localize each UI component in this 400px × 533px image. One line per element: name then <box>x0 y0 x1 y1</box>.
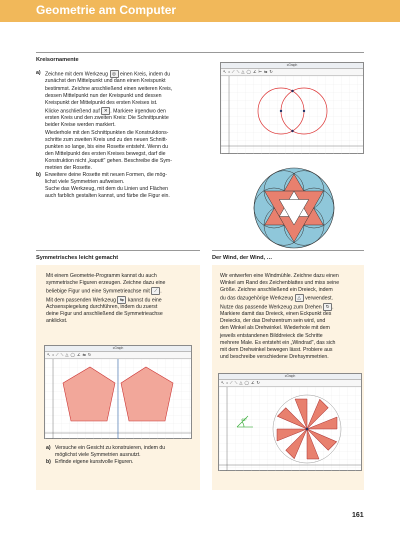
divider <box>36 250 200 251</box>
triangle-icon[interactable]: △ <box>241 69 245 74</box>
text-line: auch farblich gestalten kannst, und färbe die Figur ein. <box>45 193 170 200</box>
line-icon[interactable]: ⟋ <box>55 352 59 357</box>
circle-icon[interactable]: ◯ <box>70 352 75 357</box>
section-heading-wind: Der Wind, der Wind, … <box>212 255 273 261</box>
point-icon[interactable]: • <box>228 69 230 74</box>
window-title: cGraph <box>45 346 191 352</box>
task-label: a) <box>36 70 41 76</box>
text-line: beliebige Figur und eine Symmetrieachse mit <box>46 288 150 295</box>
rosette-image <box>250 164 338 252</box>
task-box-symmetry <box>36 265 200 490</box>
text-line: den Winkel als Drehwinkel. Wiederhole mit dem <box>220 325 330 332</box>
line-icon[interactable]: ⟋ <box>229 380 233 385</box>
text-line: symmetrische Figuren erzeugen. Zeichne dazu eine <box>46 280 166 287</box>
pointer-icon[interactable]: ↖ <box>221 380 225 385</box>
segment-icon[interactable]: ⟍ <box>234 380 238 385</box>
text-line: dessen Mittelpunkt nun der Kreispunkt und dessen <box>45 92 162 99</box>
chapter-header <box>0 0 400 22</box>
text-line: punkten so lange, bis eine Rosette entsteht. Wenn du <box>45 143 169 150</box>
text-line: Kreispunkt der Mittelpunkt des ersten Kreises ist. <box>45 99 158 106</box>
text-line: möglichst viele Symmetrien ausnutzt. <box>55 452 141 459</box>
symmetry-text: Mit einem Geometrie-Programm kannst du auch symmetrische Figuren erzeugen. Zeichne dazu eine beliebige Figur und eine Symmetrieachse mit ⟋ . Mit dem passenden Werkzeug ⇆ kannst du eine Achsenspiegelung durchführen, indem du zuerst deine Figur und anschließend die Symmetrieachse anklickst. <box>46 273 196 325</box>
text-line: verwendest. <box>305 295 334 302</box>
rotate-icon[interactable]: ↻ <box>269 69 273 74</box>
toolbar <box>221 69 363 76</box>
task-label: b) <box>36 172 41 179</box>
text-line: Konstruktion nicht „kaputt" gehen. Beschreibe die Sym- <box>45 157 172 164</box>
reflect-icon[interactable]: ⇆ <box>82 352 86 357</box>
rotate-icon[interactable]: ↻ <box>87 352 92 357</box>
text-line: Klicke anschließend auf <box>45 108 100 115</box>
windmill-text: Wir entwerfen eine Windmühle. Zeichne dazu einen Winkel am Rand des Zeichenblattes und miss seine Größe. Zeichne anschließend ein Dreieck, indem du das dazugehörige Werkzeug △ verwendest. Nutze das passende Werkzeug zum Drehen ↻ . Markiere damit das Dreieck, einen Eckpunkt des Dreiecks, der das Drehzentrum sein wird, und den Winkel als Drehwinkel. Wiederhole mit dem jeweils entstandenen Bilddreieck die Schritte mehrere Male. Es entsteht ein „Windrad", das sich mit dem Drehwinkel bewegen lässt. Probiere aus und beschreibe verschiedene Drehsymmetrien. <box>220 273 360 361</box>
triangle-icon[interactable]: △ <box>239 380 243 385</box>
chapter-title: Geometrie am Computer <box>36 3 177 17</box>
geometry-window <box>44 345 192 439</box>
reflect-icon[interactable]: ⇆ <box>264 69 268 74</box>
text-line: bestimmst. Zeichne anschließend einen weiteren Kreis, <box>45 85 173 92</box>
window-title: cGraph <box>219 374 361 380</box>
divider <box>36 52 364 53</box>
angle-icon[interactable]: ∠ <box>76 352 81 357</box>
section-heading-symmetrisches: Symmetrisches leicht gemacht <box>36 255 119 261</box>
text-line: zunächst den Mittelpunkt und dann einen Kreispunkt <box>45 78 166 85</box>
angle-icon[interactable]: ∠ <box>252 69 257 74</box>
line-tool-icon: ⟋ <box>151 287 160 295</box>
text-line: Mit dem passenden Werkzeug <box>46 297 116 304</box>
rotate-icon[interactable]: ↻ <box>256 380 260 385</box>
point-icon[interactable]: • <box>52 352 54 357</box>
pentagon-canvas[interactable] <box>45 359 191 439</box>
text-line: den Mittelpunkt des ersten Kreises bewegst, darf die <box>45 150 166 157</box>
text-line: Achsenspiegelung durchführen, indem du zuerst <box>46 304 158 311</box>
text-line: Wiederhole mit den Schnittpunkten die Konstruktions- <box>45 129 169 136</box>
segment-icon[interactable]: ⟍ <box>60 352 64 357</box>
windmill-canvas[interactable] <box>219 387 361 471</box>
text-line: deine Figur und anschließend die Symmetrieachse <box>46 311 163 318</box>
text-line: Versuche ein Gesicht zu konstruieren, indem du <box>55 445 166 451</box>
intersection-tool-icon: ✕ <box>101 107 110 115</box>
text-line: Größe. Zeichne anschließend ein Dreieck, indem <box>220 287 333 294</box>
text-line: schritte zum zweiten Kreis und zu den neuen Schnitt- <box>45 136 168 143</box>
reflect-tool-icon: ⇆ <box>117 296 126 304</box>
text-line: . Markiere irgendwo den <box>110 108 166 115</box>
text-line: einen Kreis, indem du <box>119 71 171 78</box>
text-line: Erfinde eigene kunstvolle Figuren. <box>55 459 134 466</box>
page-number: 161 <box>352 512 364 519</box>
line-icon[interactable]: ⟋ <box>231 69 235 74</box>
pointer-icon[interactable]: ↖ <box>47 352 51 357</box>
circle-icon[interactable]: ◯ <box>244 380 249 385</box>
angle-label: 45° <box>241 417 248 422</box>
point-icon[interactable]: • <box>226 380 228 385</box>
triangle-tool-icon: △ <box>295 294 304 302</box>
symmetry-tasks <box>46 445 196 466</box>
text-line: du das dazugehörige Werkzeug <box>220 295 294 302</box>
toolbar <box>219 380 361 387</box>
text-line: beider Kreise werden markiert. <box>45 122 116 129</box>
text-line: mit dem Drehwinkel bewegen lässt. Probiere aus <box>220 346 333 353</box>
text-line: Zeichne mit dem Werkzeug <box>45 71 109 78</box>
text-line: Winkel am Rand des Zeichenblattes und miss seine <box>220 280 340 287</box>
text-line: und beschreibe verschiedene Drehsymmetrien. <box>220 353 329 360</box>
geometry-window <box>220 62 364 154</box>
task-label: a) <box>46 445 51 451</box>
text-line: lichst viele Symmetrien aufweisen. <box>45 179 125 186</box>
text-line: Suche das Werkzeug, mit dem du Linien und Flächen <box>45 186 169 193</box>
text-line: Mit einem Geometrie-Programm kannst du auch <box>46 273 157 279</box>
text-line: mehrere Male. Es entsteht ein „Windrad", das sich <box>220 339 336 346</box>
text-line: Nutze das passende Werkzeug zum Drehen <box>220 304 322 311</box>
divider <box>212 250 364 251</box>
task-box-windmill <box>212 265 364 490</box>
text-line: jeweils entstandenen Bilddreieck die Schritte <box>220 332 323 339</box>
text-line: Wir entwerfen eine Windmühle. Zeichne dazu einen <box>220 273 339 279</box>
segment-icon[interactable]: ⟍ <box>236 69 240 74</box>
geometry-window <box>218 373 362 471</box>
text-line: Markiere damit das Dreieck, einen Eckpunkt des <box>220 311 332 318</box>
circles-canvas[interactable] <box>221 76 363 154</box>
task-1a <box>36 70 206 200</box>
window-title: cGraph <box>221 63 363 69</box>
task-label: b) <box>46 459 51 466</box>
section-heading-kreisornamente: Kreisornamente <box>36 57 79 63</box>
text-line: ersten Kreis und den zweiten Kreis: Die Schnittpunkte <box>45 115 169 122</box>
angle-icon[interactable]: ∠ <box>250 380 255 385</box>
circle-tool-icon: ◎ <box>110 70 119 78</box>
text-line: metrien der Rosette. <box>45 164 92 171</box>
text-line: Dreiecks, der das Drehzentrum sein wird, und <box>220 318 326 325</box>
text-line: Erweitere deine Rosette mit neuen Formen, die mög- <box>45 172 167 179</box>
text-line: kannst du eine <box>127 297 162 304</box>
circle-icon[interactable]: ◯ <box>246 69 251 74</box>
measure-icon[interactable]: ⊢ <box>258 69 263 74</box>
text-line: anklickst. <box>46 318 68 325</box>
triangle-icon[interactable]: △ <box>65 352 69 357</box>
pointer-icon[interactable]: ↖ <box>223 69 227 74</box>
rotate-tool-icon: ↻ <box>323 303 332 311</box>
toolbar <box>45 352 191 359</box>
